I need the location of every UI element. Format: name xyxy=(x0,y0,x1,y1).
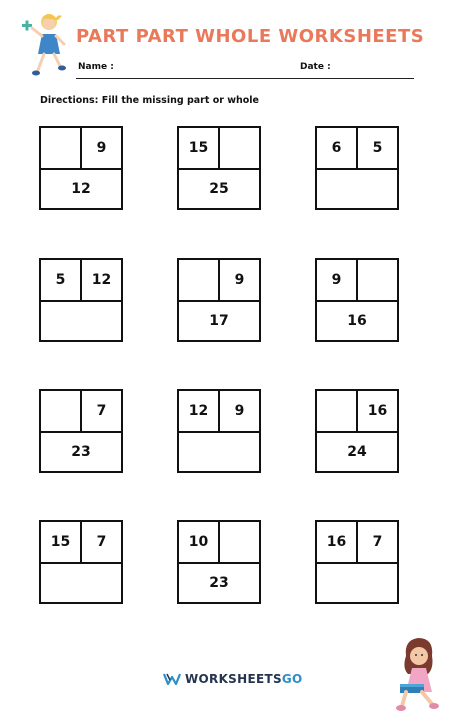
part1-cell[interactable] xyxy=(41,128,82,170)
part1-cell[interactable]: 9 xyxy=(317,260,358,302)
part1-cell[interactable]: 16 xyxy=(317,522,358,564)
whole-cell[interactable] xyxy=(179,433,259,471)
problem-box xyxy=(177,389,261,473)
part2-cell[interactable]: 7 xyxy=(82,391,121,433)
part1-cell[interactable]: 15 xyxy=(41,522,82,564)
directions-text: Directions: Fill the missing part or whole xyxy=(40,95,259,106)
logo-text: WORKSHEETSGO xyxy=(185,672,303,686)
whole-cell[interactable] xyxy=(41,302,121,340)
whole-cell[interactable] xyxy=(317,170,397,208)
problem-box xyxy=(315,258,399,342)
problem-box xyxy=(177,520,261,604)
girl-jumping-illustration xyxy=(18,8,72,82)
whole-cell[interactable] xyxy=(41,564,121,602)
problem-box xyxy=(39,520,123,604)
part1-cell[interactable]: 15 xyxy=(179,128,220,170)
girl-reading-illustration xyxy=(392,634,444,712)
problem-box xyxy=(177,126,261,210)
problem-box xyxy=(39,389,123,473)
whole-cell[interactable]: 25 xyxy=(209,181,229,197)
problem-box xyxy=(39,126,123,210)
part1-cell[interactable] xyxy=(317,391,358,433)
part2-cell[interactable]: 5 xyxy=(358,128,397,170)
whole-cell[interactable]: 16 xyxy=(347,313,367,329)
part2-cell[interactable]: 16 xyxy=(358,391,397,433)
whole-cell[interactable] xyxy=(317,564,397,602)
problem-box xyxy=(39,258,123,342)
problem-box xyxy=(177,258,261,342)
header-underline xyxy=(76,78,414,79)
part1-cell[interactable]: 6 xyxy=(317,128,358,170)
whole-cell[interactable]: 17 xyxy=(209,313,229,329)
part1-cell[interactable]: 5 xyxy=(41,260,82,302)
part2-cell[interactable]: 9 xyxy=(220,260,259,302)
problem-box xyxy=(315,126,399,210)
part1-cell[interactable] xyxy=(41,391,82,433)
part2-cell[interactable] xyxy=(220,522,259,564)
problem-box xyxy=(315,520,399,604)
whole-cell[interactable]: 23 xyxy=(209,575,229,591)
name-label: Name : xyxy=(78,62,114,72)
part2-cell[interactable]: 7 xyxy=(358,522,397,564)
part1-cell[interactable]: 10 xyxy=(179,522,220,564)
worksheet-title: PART PART WHOLE WORKSHEETS xyxy=(76,26,425,47)
problem-grid xyxy=(39,126,400,606)
part2-cell[interactable]: 12 xyxy=(82,260,121,302)
part1-cell[interactable] xyxy=(179,260,220,302)
part2-cell[interactable] xyxy=(358,260,397,302)
whole-cell[interactable]: 24 xyxy=(347,444,367,460)
part2-cell[interactable]: 7 xyxy=(82,522,121,564)
problem-box xyxy=(315,389,399,473)
whole-cell[interactable]: 23 xyxy=(71,444,91,460)
part1-cell[interactable]: 12 xyxy=(179,391,220,433)
part2-cell[interactable]: 9 xyxy=(220,391,259,433)
whole-cell[interactable]: 12 xyxy=(71,181,91,197)
part2-cell[interactable] xyxy=(220,128,259,170)
w-logo-icon xyxy=(163,673,181,685)
worksheetsgo-logo xyxy=(163,672,303,686)
date-label: Date : xyxy=(300,62,331,72)
part2-cell[interactable]: 9 xyxy=(82,128,121,170)
